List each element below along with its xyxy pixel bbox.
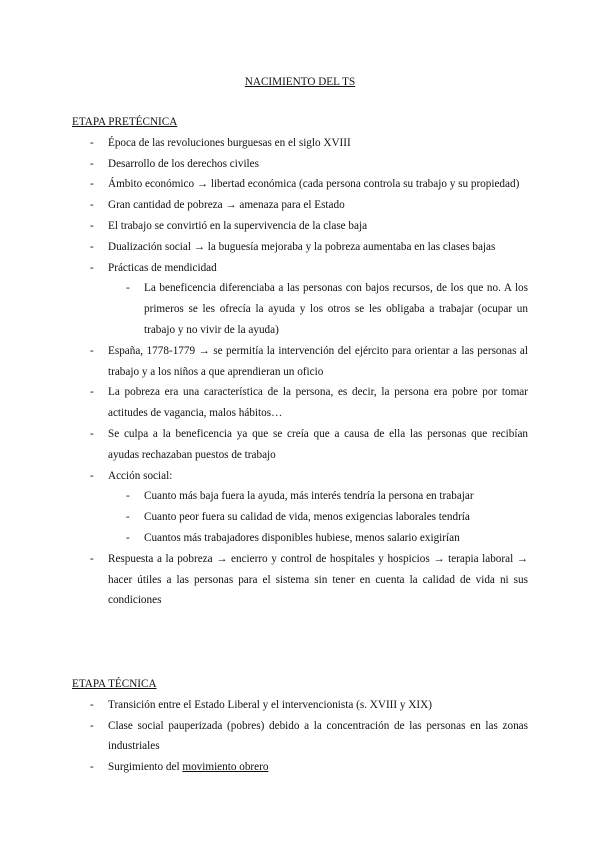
list-item-with-sublist [72, 258, 528, 341]
underlined-term: movimiento obrero [182, 761, 269, 774]
list-item: - España, 1778-1779 → se permitía la intervención del ejército para orientar a las personas al trabajo y a los niños a que aprendieran un oficio [72, 341, 528, 383]
list-item-with-sublist [72, 466, 528, 549]
sub-list [108, 278, 528, 340]
list-item [72, 757, 528, 778]
bullet-list [72, 695, 528, 778]
list-item-text: Prácticas de mendicidad [108, 261, 217, 274]
sub-list-item: - Cuanto peor fuera su calidad de vida, menos exigencias laborales tendría [108, 507, 528, 528]
sub-list-item: - Cuanto más baja fuera la ayuda, más interés tendría la persona en trabajar [108, 486, 528, 507]
list-item: - Gran cantidad de pobreza → amenaza para el Estado [72, 195, 528, 216]
sub-list-item: - La beneficencia diferenciaba a las personas con bajos recursos, de los que no. A los primeros se les ofrecía la ayuda y los otros se les obligaba a trabajar (ocupar un trabajo y no vivir de la ayuda) [108, 278, 528, 340]
list-item: - Desarrollo de los derechos civiles [72, 154, 528, 175]
list-item: - Dualización social → la buguesía mejoraba y la pobreza aumentaba en las clases bajas [72, 237, 528, 258]
sub-list-item: - Cuantos más trabajadores disponibles hubiese, menos salario exigirían [108, 528, 528, 549]
list-item: - Ámbito económico → libertad económica (cada persona controla su trabajo y su propiedad) [72, 174, 528, 195]
section-pretecnica [72, 112, 528, 611]
section-heading: ETAPA TÉCNICA [72, 678, 157, 690]
list-item: - Clase social pauperizada (pobres) debido a la concentración de las personas en las zonas industriales [72, 716, 528, 758]
section-heading: ETAPA PRETÉCNICA [72, 116, 178, 128]
list-item: - Transición entre el Estado Liberal y el intervencionista (s. XVIII y XIX) [72, 695, 528, 716]
list-item: - Respuesta a la pobreza → encierro y control de hospitales y hospicios → terapia laboral → hacer útiles a las personas para el sistema sin tener en cuenta la calidad de vida ni sus condiciones [72, 549, 528, 611]
list-item-text: Acción social: [108, 469, 173, 482]
sub-list [108, 486, 528, 548]
list-item-text: Surgimiento del [108, 761, 183, 774]
list-item: - La pobreza era una característica de la persona, es decir, la persona era pobre por tomar actitudes de vagancia, malos hábitos… [72, 382, 528, 424]
list-item: - El trabajo se convirtió en la supervivencia de la clase baja [72, 216, 528, 237]
document-title: NACIMIENTO DEL TS [244, 76, 356, 88]
list-item: - Época de las revoluciones burguesas en el siglo XVIII [72, 133, 528, 154]
bullet-list [72, 133, 528, 611]
list-item: - Se culpa a la beneficencia ya que se creía que a causa de ella las personas que recibían ayudas rechazaban puestos de trabajo [72, 424, 528, 466]
section-tecnica [72, 674, 528, 778]
